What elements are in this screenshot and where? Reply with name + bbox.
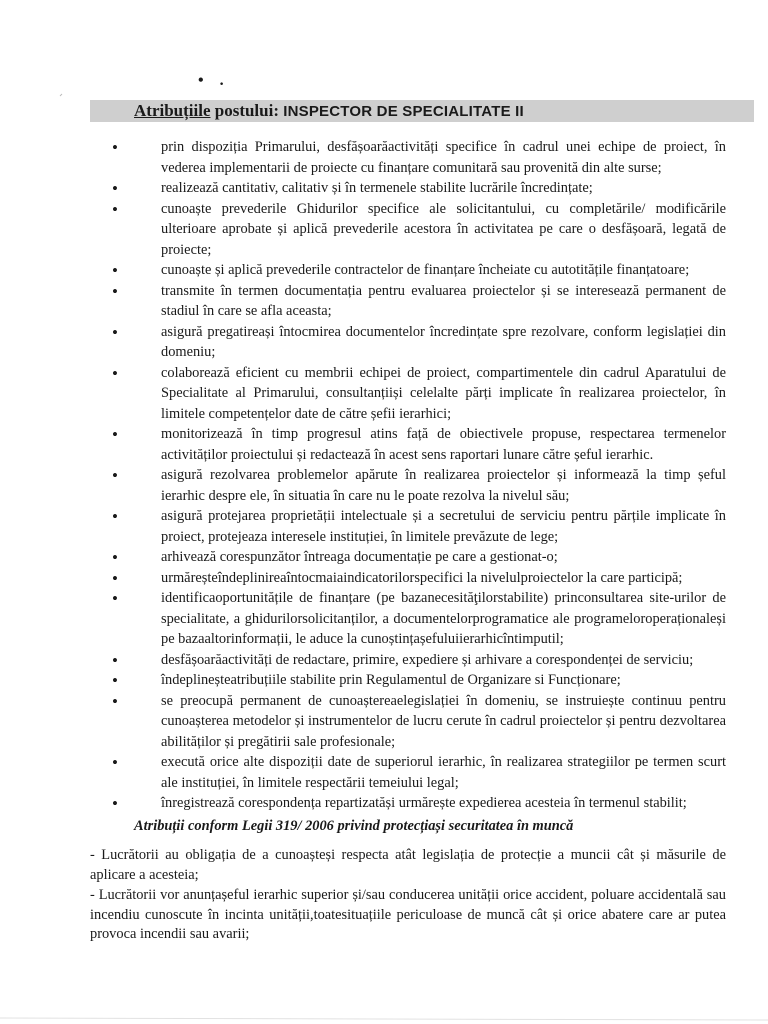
duty-item: • înregistrează corespondența repartizatăși urmărește expedierea acesteia în termenul stabilit;	[112, 793, 726, 814]
duty-item: • identificaoportunitățile de finanțare (pe bazanecesităţilorstabilite) princonsultarea site-urilor de specialitate, a ghidurilorsolicitanților, a documentelorprogramatice ale programeloroperaționaleși pe bazaaltorinformații, le aduce la cunoștințașefuluiierarhicîntimputil;	[112, 588, 726, 650]
duties-list	[112, 137, 726, 814]
duty-item: • execută orice alte dispoziții date de superiorul ierarhic, în realizarea strategiilor pe termen scurt ale instituției, în limitele respectării temeiului legal;	[112, 752, 726, 793]
duty-item: • asigură pregatireași întocmirea documentelor încredințate spre rezolvare, conform legislației din domeniu;	[112, 322, 726, 363]
duty-item: • realizează cantitativ, calitativ și în termenele stabilite lucrările încredințate;	[112, 178, 726, 199]
header-lead: Atribuțiile	[134, 101, 211, 120]
safety-paragraph: - Lucrătorii vor anunțașeful ierarhic superior și/sau conducerea unității orice accident, poluare accidentală sau incendiu cunoscute în incinta unității,toatesituațiile periculoase de muncă cât și orice abatere care ar putea provoca incendii sau avarii;	[90, 887, 726, 942]
header-postul: postului:	[210, 101, 284, 120]
duty-item: • arhivează corespunzător întreaga documentație pe care a gestionat-o;	[112, 547, 726, 568]
safety-section-heading: Atribuții conform Legii 319/ 2006 privind protecțiași securitatea în muncă	[134, 818, 574, 834]
section-header	[134, 101, 524, 121]
duty-item: • desfășoarăactivități de redactare, primire, expediere și arhivare a corespondenței de serviciu;	[112, 650, 726, 671]
duty-item: • cunoaște prevederile Ghidurilor specifice ale solicitantului, cu completările/ modificările ulterioare aprobate și aplică prevederile acestora în activitatea pe care o desfășoară, legată de proiecte;	[112, 199, 726, 261]
duty-item: • prin dispoziția Primarului, desfășoarăactivități specifice în cadrul unei echipe de proiect, în vederea implementarii de proiecte cu finanțare comunitară sau provenită din alte surse;	[112, 137, 726, 178]
duty-item: • se preocupă permanent de cunoaștereaelegislației în domeniu, se instruiește continuu pentru cunoașterea metodelor și instrumentelor de lucru cerute în cadrul proiectelor și pentru dezvoltarea abilităților și pregătirii sale profesionale;	[112, 691, 726, 753]
duty-item: • colaborează eficient cu membrii echipei de proiect, compartimentele din cadrul Aparatului de Specialitate al Primarului, consultanțiiși celelalte părți implicate în realizarea proiectelor, în limitele competențelor date de către șefii ierarhici;	[112, 363, 726, 425]
duty-item: • asigură protejarea proprietății intelectuale și a secretului de serviciu pentru părțile implicate în proiect, protejeaza interesele instituției, în limitele prevăzute de lege;	[112, 506, 726, 547]
safety-paragraph: - Lucrătorii au obligația de a cunoașteși respecta atât legislația de protecție a muncii cât și măsurile de aplicare a acesteia;	[90, 847, 726, 883]
duty-item: • asigură rezolvarea problemelor apărute în realizarea proiectelor și informează la timp șeful ierarhic despre ele, în situatia în care nu le poate rezolva la nivelul său;	[112, 465, 726, 506]
duty-item: • monitorizează în timp progresul atins față de obiectivele propuse, respectarea termenelor activităților proiectului și redactează în acest sens raportari lunare către șeful ierarhic.	[112, 424, 726, 465]
duty-item: • îndeplineșteatribuțiile stabilite prin Regulamentul de Organizare si Funcționare;	[112, 670, 726, 691]
duty-item: • urmăreșteîndeplinireaîntocmaiaindicatorilorspecifici la nivelulproiectelor la care participă;	[112, 568, 726, 589]
duty-item: • cunoaște și aplică prevederile contractelor de finanțare încheiate cu autotitățile finanțatoare;	[112, 260, 726, 281]
job-title: INSPECTOR DE SPECIALITATE II	[283, 103, 524, 120]
duty-item: • transmite în termen documentația pentru evaluarea proiectelor și se interesează permanent de stadiul în care se afla aceasta;	[112, 281, 726, 322]
scan-marks: • .	[198, 72, 230, 89]
